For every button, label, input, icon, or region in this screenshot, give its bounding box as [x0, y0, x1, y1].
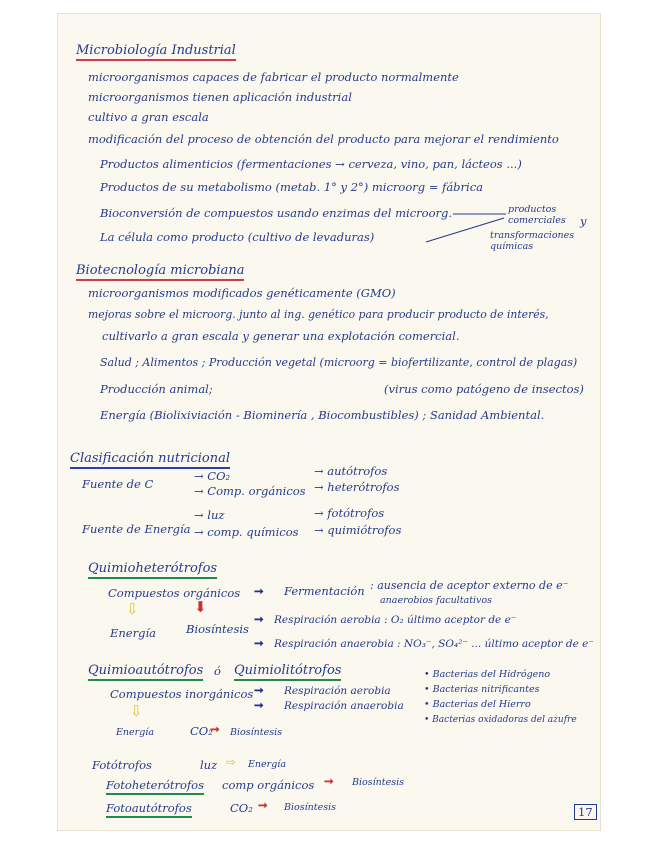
fermentacion-desc: : ausencia de aceptor externo de e⁻ — [370, 579, 569, 592]
annotation-lines — [58, 14, 600, 830]
label-fotoautotrofos: Fotoautótrofos — [106, 801, 192, 818]
note-line: Energía (Biolixiviación - Biominería , Biocombustibles) ; Sanidad Ambiental. — [100, 408, 545, 422]
yellow-down-arrow-icon: ⇩ — [126, 600, 139, 618]
label-co2-3: CO₂ — [230, 801, 253, 815]
list-item-bacterias: • Bacterias del Hidrógeno — [424, 669, 551, 680]
label-heterotrofos: → heterótrofos — [314, 480, 400, 494]
note-line: Productos alimenticios (fermentaciones → cerveza, vino, pan, lácteos ...) — [100, 157, 522, 171]
note-line: microorganismos capaces de fabricar el producto normalmente — [88, 70, 459, 84]
blue-arrow-icon: ➞ — [254, 698, 264, 712]
label-luz-2: luz — [200, 758, 218, 772]
label-fermentacion: Fermentación — [284, 584, 365, 598]
label-energia-2: Energía — [116, 727, 154, 738]
blue-arrow-icon: ➞ — [254, 584, 264, 598]
blue-arrow-icon: ➞ — [254, 636, 264, 650]
label-respiracion-anaerobia-2: Respiración anaerobia — [284, 700, 404, 712]
label-respiracion-aerobia: Respiración aerobia : O₂ último aceptor de e⁻ — [274, 614, 517, 626]
label-fuente-energia: Fuente de Energía — [82, 522, 191, 536]
section-title-fototrofos: Fotótrofos — [92, 758, 152, 772]
section-title-clasificacion-nutricional: Clasificación nutricional — [70, 452, 230, 469]
label-autotrofos: → autótrofos — [314, 464, 388, 478]
label-respiracion-aerobia-2: Respiración aerobia — [284, 685, 391, 697]
label-biosintesis: Biosíntesis — [186, 622, 249, 636]
side-note-transformations: transformaciones químicas — [490, 230, 575, 252]
red-arrow-icon: ➞ — [258, 798, 268, 812]
red-arrow-icon: ➞ — [210, 722, 220, 736]
section-title-quimioautotrofos: Quimioautótrofos — [88, 664, 203, 681]
label-fotoheterotrofos: Fotoheterótrofos — [106, 778, 204, 795]
note-line: Producción animal; — [100, 382, 213, 396]
label-respiracion-anaerobia: Respiración anaerobia : NO₃⁻, SO₄²⁻ ... último aceptor de e⁻ — [274, 638, 594, 650]
notebook-page — [58, 14, 600, 830]
label-fuente-c: Fuente de C — [82, 477, 154, 491]
section-title-quimiolitotrofos: Quimiolitótrofos — [234, 664, 341, 681]
list-item-bacterias: • Bacterias del Hierro — [424, 699, 531, 710]
note-line: modificación del proceso de obtención del producto para mejorar el rendimiento — [88, 132, 559, 146]
label-comp-quimicos: → comp. químicos — [194, 525, 299, 539]
label-quimiotrofos: → quimiótrofos — [314, 523, 402, 537]
red-down-arrow-icon: ⬇ — [194, 598, 207, 616]
fermentacion-desc-2: anaerobios facultativos — [380, 595, 493, 606]
side-note-products: productos comerciales — [508, 204, 566, 226]
label-luz: → luz — [194, 508, 225, 522]
note-line: Bioconversión de compuestos usando enzimas del microorg. — [100, 206, 453, 220]
yellow-down-arrow-icon: ⇩ — [130, 702, 143, 720]
note-line: Productos de su metabolismo (metab. 1° y 2°) microorg = fábrica — [100, 180, 484, 194]
note-line: cultivo a gran escala — [88, 110, 209, 124]
note-line: cultivarlo a gran escala y generar una explotación comercial. — [102, 329, 460, 343]
label-compuestos-inorganicos: Compuestos inorgánicos — [110, 687, 254, 701]
label-biosintesis-2: Biosíntesis — [230, 727, 282, 738]
yellow-arrow-icon: ⇨ — [226, 755, 236, 769]
label-co2-2: CO₂ — [190, 724, 213, 738]
label-compuestos-organicos: Compuestos orgánicos — [108, 586, 241, 600]
label-energia: Energía — [110, 626, 156, 640]
section-title-quimioheterotrofos: Quimioheterótrofos — [88, 562, 217, 579]
list-item-bacterias: • Bacterias nitrificantes — [424, 684, 540, 695]
blue-arrow-icon: ➞ — [254, 612, 264, 626]
note-line: Salud ; Alimentos ; Producción vegetal (microorg = biofertilizante, control de plagas) — [100, 356, 578, 369]
note-line: La célula como producto (cultivo de levaduras) — [100, 230, 375, 244]
label-comp-organicos: → Comp. orgánicos — [194, 484, 306, 498]
blue-arrow-icon: ➞ — [254, 683, 264, 697]
label-biosintesis-3: Biosíntesis — [352, 777, 404, 788]
label-co2: → CO₂ — [194, 469, 231, 483]
section-title-microbiologia-industrial: Microbiología Industrial — [76, 44, 236, 61]
section-title-biotecnologia-microbiana: Biotecnología microbiana — [76, 264, 244, 281]
side-note-y: y — [580, 214, 587, 228]
note-line: (virus como patógeno de insectos) — [384, 382, 584, 396]
label-biosintesis-4: Biosíntesis — [284, 802, 336, 813]
label-energia-3: Energía — [248, 759, 286, 770]
label-comp-organicos-2: comp orgánicos — [222, 778, 315, 792]
label-fototrofos: → fotótrofos — [314, 506, 385, 520]
red-arrow-icon: ➞ — [324, 774, 334, 788]
note-line: microorganismos tienen aplicación industrial — [88, 90, 352, 104]
connector-line — [426, 218, 504, 242]
note-line: mejoras sobre el microorg. junto al ing. genético para producir producto de interés, — [88, 308, 549, 321]
page-number: 17 — [574, 804, 597, 820]
note-line: microorganismos modificados genéticamente (GMO) — [88, 286, 396, 300]
label-o: ó — [214, 664, 221, 678]
list-item-bacterias: • Bacterias oxidadoras del azufre — [424, 715, 577, 725]
